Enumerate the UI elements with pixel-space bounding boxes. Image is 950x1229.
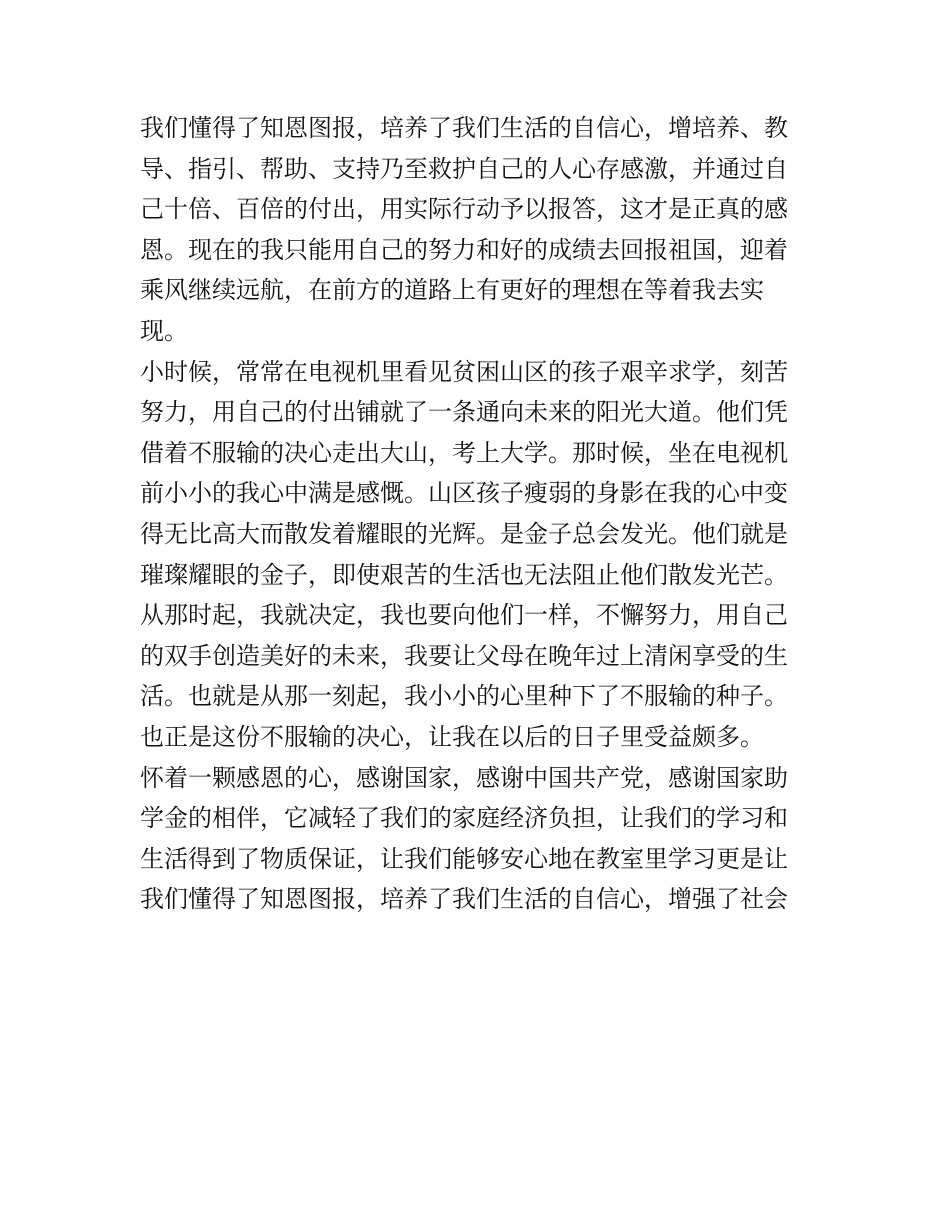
text-line: 生活得到了物质保证，让我们能够安心地在教室里学习更是让 — [140, 844, 788, 873]
text-line: 我们懂得了知恩图报，培养了我们生活的自信心，增培养、教 — [140, 114, 788, 142]
body-text — [140, 108, 820, 920]
text-line: 璀璨耀眼的金子，即使艰苦的生活也无法阻止他们散发光芒。 — [140, 560, 788, 589]
text-line: 导、指引、帮助、支持乃至救护自己的人心存感激，并通过自 — [140, 154, 788, 183]
text-line: 活。也就是从那一刻起，我小小的心里种下了不服输的种子。 — [140, 682, 788, 711]
text-line: 前小小的我心中满是感慨。山区孩子瘦弱的身影在我的心中变 — [140, 479, 788, 508]
text-line: 现。 — [140, 316, 188, 345]
text-line: 的双手创造美好的未来，我要让父母在晚年过上清闲享受的生 — [140, 641, 788, 670]
text-line: 从那时起，我就决定，我也要向他们一样，不懈努力，用自己 — [140, 601, 788, 630]
text-line: 也正是这份不服输的决心，让我在以后的日子里受益颇多。 — [140, 722, 764, 751]
text-line: 怀着一颗感恩的心，感谢国家，感谢中国共产党，感谢国家助 — [140, 763, 788, 792]
text-line: 得无比高大而散发着耀眼的光辉。是金子总会发光。他们就是 — [140, 519, 788, 548]
text-line: 乘风继续远航，在前方的道路上有更好的理想在等着我去实 — [140, 276, 764, 305]
text-line: 努力，用自己的付出铺就了一条通向未来的阳光大道。他们凭 — [140, 398, 788, 427]
text-line: 己十倍、百倍的付出，用实际行动予以报答，这才是正真的感 — [140, 195, 788, 224]
text-line: 学金的相伴，它减轻了我们的家庭经济负担，让我们的学习和 — [140, 804, 788, 833]
text-line: 小时候，常常在电视机里看见贫困山区的孩子艰辛求学，刻苦 — [140, 357, 788, 386]
text-line: 借着不服输的决心走出大山，考上大学。那时候，坐在电视机 — [140, 438, 788, 467]
text-line: 恩。现在的我只能用自己的努力和好的成绩去回报祖国，迎着 — [140, 235, 788, 264]
text-line: 我们懂得了知恩图报，培养了我们生活的自信心，增强了社会 — [140, 885, 788, 914]
